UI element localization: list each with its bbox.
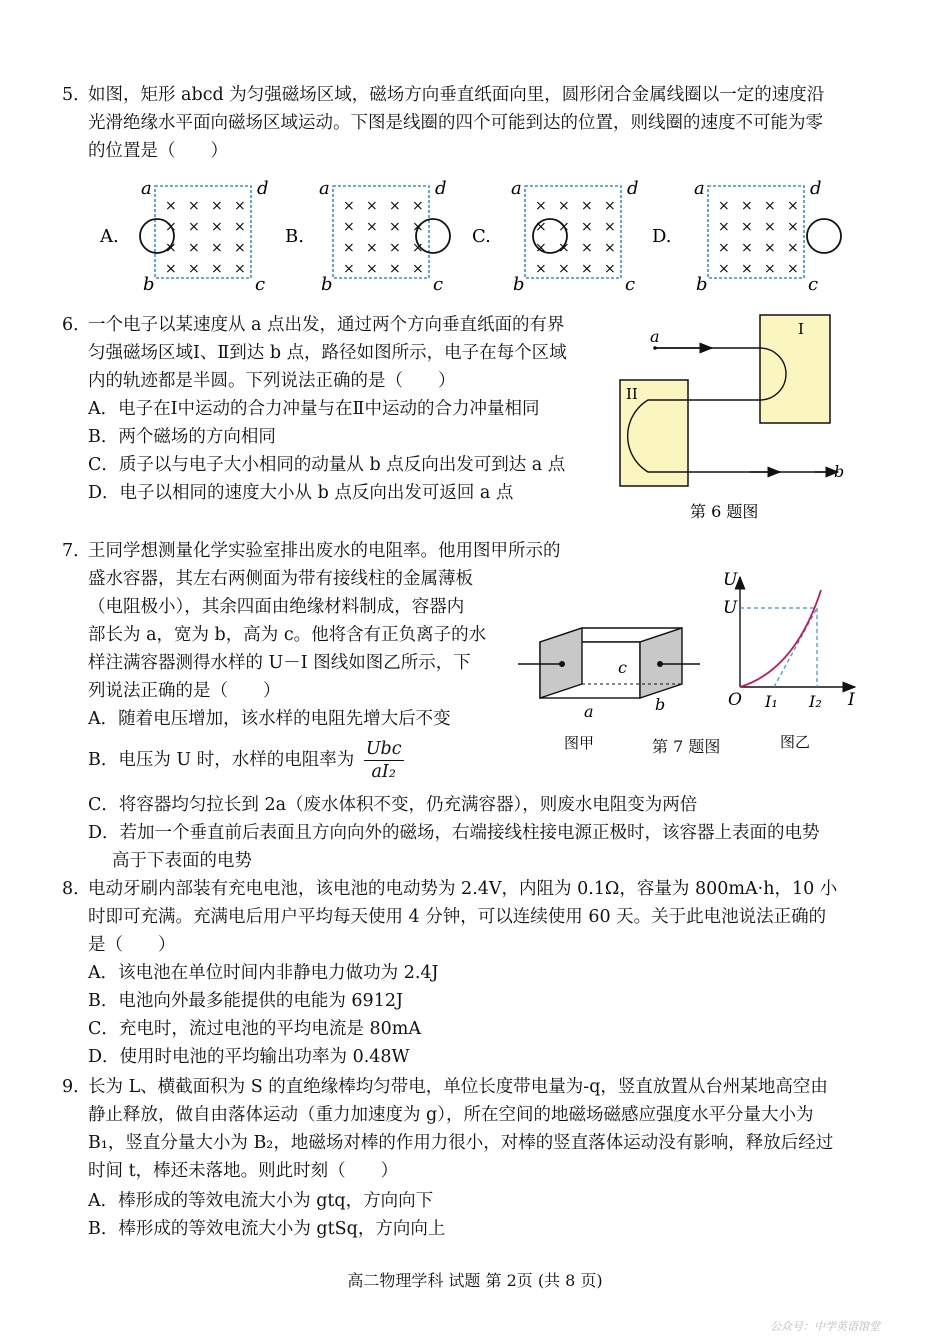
q5-field-mark: × xyxy=(718,261,730,277)
q5-field-mark: × xyxy=(343,198,355,214)
q9-number: 9． xyxy=(62,1077,91,1097)
q7-option-b-text: B．电压为 U 时，水样的电阻率为 xyxy=(88,750,355,770)
q5-field-mark: × xyxy=(188,240,200,256)
q5-field-mark: × xyxy=(764,261,776,277)
q5-field-mark: × xyxy=(535,240,547,256)
q8-number: 8． xyxy=(62,879,91,899)
q7-option-b xyxy=(88,738,404,783)
q6-region-1 xyxy=(760,315,830,423)
q5-option-label: B. xyxy=(285,226,304,247)
q8-option-b: B．电池向外最多能提供的电能为 6912J xyxy=(88,991,403,1011)
q5-corner-label: a xyxy=(694,178,705,199)
q5-corner-label: a xyxy=(511,178,522,199)
q5-field-mark: × xyxy=(389,219,401,235)
q8-option-c: C．充电时，流过电池的平均电流是 80mA xyxy=(88,1019,421,1039)
q7-option-d-cont: 高于下表面的电势 xyxy=(112,851,252,871)
q5-field-mark: × xyxy=(764,240,776,256)
q5-corner-label: c xyxy=(808,274,819,295)
q7-caption-yi: 图乙 xyxy=(780,733,811,751)
q5-field-mark: × xyxy=(535,219,547,235)
q5-number: 5． xyxy=(62,85,91,105)
q6-option-b: B．两个磁场的方向相同 xyxy=(88,427,276,447)
q7-axis-u-label: U xyxy=(723,570,738,590)
q5-field-mark: × xyxy=(741,240,753,256)
q5-field-mark: × xyxy=(211,198,223,214)
q7-tick-i1: I₁ xyxy=(765,692,778,711)
q5-field-mark: × xyxy=(389,240,401,256)
q5-field-mark: × xyxy=(581,198,593,214)
q5-field-mark: × xyxy=(165,198,177,214)
q5-field-mark: × xyxy=(604,198,616,214)
q7-option-b-fraction xyxy=(364,738,404,783)
q5-field-mark: × xyxy=(234,261,246,277)
q5-field-mark: × xyxy=(581,240,593,256)
q5-coil xyxy=(140,219,174,253)
q5-corner-label: d xyxy=(257,178,269,199)
q5-field-mark: × xyxy=(343,219,355,235)
q5-field-mark: × xyxy=(211,261,223,277)
q5-field-mark: × xyxy=(211,219,223,235)
q9-line3: B₁，竖直分量大小为 B₂，地磁场对棒的作用力很小，对棒的竖直落体运动没有影响，释放后经过 xyxy=(88,1133,834,1153)
q5-field-mark: × xyxy=(581,219,593,235)
q6-caption: 第 6 题图 xyxy=(690,502,759,521)
q5-corner-label: c xyxy=(255,274,266,295)
q9-option-a: A．棒形成的等效电流大小为 gtq，方向向下 xyxy=(88,1191,434,1211)
q5-field-mark: × xyxy=(234,219,246,235)
q9-line1: 长为 L、横截面积为 S 的直绝缘棒均匀带电，单位长度带电量为-q，竖直放置从台州某地高空由 xyxy=(88,1077,828,1097)
q5-field-mark: × xyxy=(343,261,355,277)
q6-figure xyxy=(600,310,860,525)
q5-corner-label: b xyxy=(513,274,525,295)
q5-field-mark: × xyxy=(741,198,753,214)
q5-field-mark: × xyxy=(535,261,547,277)
q5-field-mark: × xyxy=(366,261,378,277)
q5-line1: 如图，矩形 abcd 为匀强磁场区域，磁场方向垂直纸面向里，圆形闭合金属线圈以一定的速度沿 xyxy=(88,85,825,105)
q5-field-mark: × xyxy=(718,240,730,256)
q7-label-a: a xyxy=(584,702,594,721)
q8-line3: 是（ ） xyxy=(88,935,176,955)
q7-ui-curve xyxy=(740,590,821,687)
q5-corner-label: a xyxy=(319,178,330,199)
q5-field-mark: × xyxy=(366,219,378,235)
q7-line5: 样注满容器测得水样的 U－I 图线如图乙所示，下 xyxy=(88,653,471,673)
q8-line2: 时即可充满。充满电后用户平均每天使用 4 分钟，可以连续使用 60 天。关于此电池说法正确的 xyxy=(88,907,827,927)
q5-field-mark: × xyxy=(165,261,177,277)
q7-tangent-line xyxy=(774,608,817,687)
q5-corner-label: d xyxy=(435,178,447,199)
q6-line3: 内的轨迹都是半圆。下列说法正确的是（ ） xyxy=(88,371,456,391)
q5-coil xyxy=(533,219,567,253)
q5-corner-label: b xyxy=(321,274,333,295)
q5-field-mark: × xyxy=(389,261,401,277)
q7-label-c: c xyxy=(618,658,627,677)
q5-corner-label: d xyxy=(810,178,822,199)
q5-field-mark: × xyxy=(558,219,570,235)
q8-option-d: D．使用时电池的平均输出功率为 0.48W xyxy=(88,1047,410,1067)
q6-label-b: b xyxy=(834,462,845,481)
q7-caption-jia: 图甲 xyxy=(564,734,595,752)
q7-line1: 王同学想测量化学实验室排出废水的电阻率。他用图甲所示的 xyxy=(88,541,561,561)
q5-field-mark: × xyxy=(764,219,776,235)
q7-figure-yi xyxy=(720,565,870,755)
q7-label-b: b xyxy=(655,695,666,714)
q5-field-mark: × xyxy=(165,240,177,256)
q5-corner-label: a xyxy=(141,178,152,199)
q9-option-b: B．棒形成的等效电流大小为 gtSq，方向向上 xyxy=(88,1219,446,1239)
q5-field-mark: × xyxy=(604,261,616,277)
q7-fraction-num: Ubc xyxy=(365,739,402,759)
q5-field-mark: × xyxy=(165,219,177,235)
q7-axis-i-label: I xyxy=(848,690,855,710)
q5-field-mark: × xyxy=(741,219,753,235)
q5-field-mark: × xyxy=(787,240,799,256)
q7-number: 7． xyxy=(62,541,91,561)
q5-line2: 光滑绝缘水平面向磁场区域运动。下图是线圈的四个可能到达的位置，则线圈的速度不可能为零 xyxy=(88,113,823,133)
q7-caption-main: 第 7 题图 xyxy=(652,737,721,756)
q5-field-mark: × xyxy=(558,198,570,214)
q5-field-mark: × xyxy=(558,240,570,256)
q6-region-1-label: I xyxy=(798,320,804,338)
q5-field-mark: × xyxy=(718,219,730,235)
q5-field-mark: × xyxy=(787,261,799,277)
q5-field-mark: × xyxy=(604,240,616,256)
q5-field-mark: × xyxy=(558,261,570,277)
q5-corner-label: c xyxy=(625,274,636,295)
q5-corner-label: b xyxy=(143,274,155,295)
q5-field-mark: × xyxy=(412,198,424,214)
q5-field-mark: × xyxy=(211,240,223,256)
q9-line4: 时间 t，棒还未落地。则此时刻（ ） xyxy=(88,1161,399,1181)
q8-line1: 电动牙刷内部装有充电电池，该电池的电动势为 2.4V，内阻为 0.1Ω，容量为 800mA·h，10 小 xyxy=(88,879,838,899)
q7-option-c: C．将容器均匀拉长到 2a（废水体积不变，仍充满容器），则废水电阻变为两倍 xyxy=(88,795,698,815)
q6-option-c: C．质子以与电子大小相同的动量从 b 点反向出发可到达 a 点 xyxy=(88,455,566,475)
q5-field-mark: × xyxy=(741,261,753,277)
q5-field-mark: × xyxy=(188,219,200,235)
q5-field-mark: × xyxy=(366,240,378,256)
q5-field-mark: × xyxy=(764,198,776,214)
q6-number: 6． xyxy=(62,315,91,335)
q6-option-a: A．电子在Ⅰ中运动的合力冲量与在Ⅱ中运动的合力冲量相同 xyxy=(88,399,540,419)
q7-line6: 列说法正确的是（ ） xyxy=(88,681,281,701)
q5-field-mark: × xyxy=(188,261,200,277)
q5-corner-label: d xyxy=(627,178,639,199)
q5-corner-label: c xyxy=(433,274,444,295)
q6-option-d: D．电子以相同的速度大小从 b 点反向出发可返回 a 点 xyxy=(88,483,514,503)
q5-option-label: D. xyxy=(652,226,672,247)
q5-field-mark: × xyxy=(412,240,424,256)
q5-field-mark: × xyxy=(535,198,547,214)
q5-field-mark: × xyxy=(389,198,401,214)
q5-field-mark: × xyxy=(412,261,424,277)
page-footer: 高二物理学科 试题 第 2页 (共 8 页) xyxy=(347,1271,603,1290)
q5-line3: 的位置是（ ） xyxy=(88,141,228,161)
q7-option-d: D．若加一个垂直前后表面且方向向外的磁场，右端接线柱接电源正极时，该容器上表面的电势 xyxy=(88,823,820,843)
q7-line2: 盛水容器，其左右两侧面为带有接线柱的金属薄板 xyxy=(88,569,473,589)
q7-tick-i2: I₂ xyxy=(809,692,822,711)
watermark: 公众号：中学英语馆堂 xyxy=(770,1320,880,1333)
q5-field-mark: × xyxy=(234,240,246,256)
q5-coil xyxy=(807,219,841,253)
q7-origin-label: O xyxy=(728,690,742,710)
q5-field-mark: × xyxy=(581,261,593,277)
q8-option-a: A．该电池在单位时间内非静电力做功为 2.4J xyxy=(88,963,439,983)
q5-coil xyxy=(416,219,450,253)
q5-field-mark: × xyxy=(718,198,730,214)
q5-option-label: A. xyxy=(100,226,119,247)
q5-field-mark: × xyxy=(343,240,355,256)
q6-region-2-label: II xyxy=(626,385,638,403)
q7-fraction-den: aI₂ xyxy=(371,762,396,782)
q9-line2: 静止释放，做自由落体运动（重力加速度为 g），所在空间的地磁场磁感应强度水平分量大小为 xyxy=(88,1105,814,1125)
q6-line2: 匀强磁场区域Ⅰ、Ⅱ到达 b 点，路径如图所示，电子在每个区域 xyxy=(88,343,567,363)
q6-label-a: a xyxy=(650,327,660,346)
q7-line4: 部长为 a，宽为 b，高为 c。他将含有正负离子的水 xyxy=(88,625,487,645)
q7-line3: （电阻极小），其余四面由绝缘材料制成，容器内 xyxy=(88,597,465,617)
q5-field-mark: × xyxy=(234,198,246,214)
q5-field-mark: × xyxy=(412,219,424,235)
q5-field-mark: × xyxy=(366,198,378,214)
q7-u-level: U xyxy=(723,598,738,618)
q5-corner-label: b xyxy=(696,274,708,295)
q7-option-a: A．随着电压增加，该水样的电阻先增大后不变 xyxy=(88,709,451,729)
q5-option-label: C. xyxy=(472,226,491,247)
q5-field-mark: × xyxy=(188,198,200,214)
q5-field-mark: × xyxy=(604,219,616,235)
q5-field-mark: × xyxy=(787,198,799,214)
q6-line1: 一个电子以某速度从 a 点出发，通过两个方向垂直纸面的有界 xyxy=(88,315,565,335)
q5-field-mark: × xyxy=(787,219,799,235)
